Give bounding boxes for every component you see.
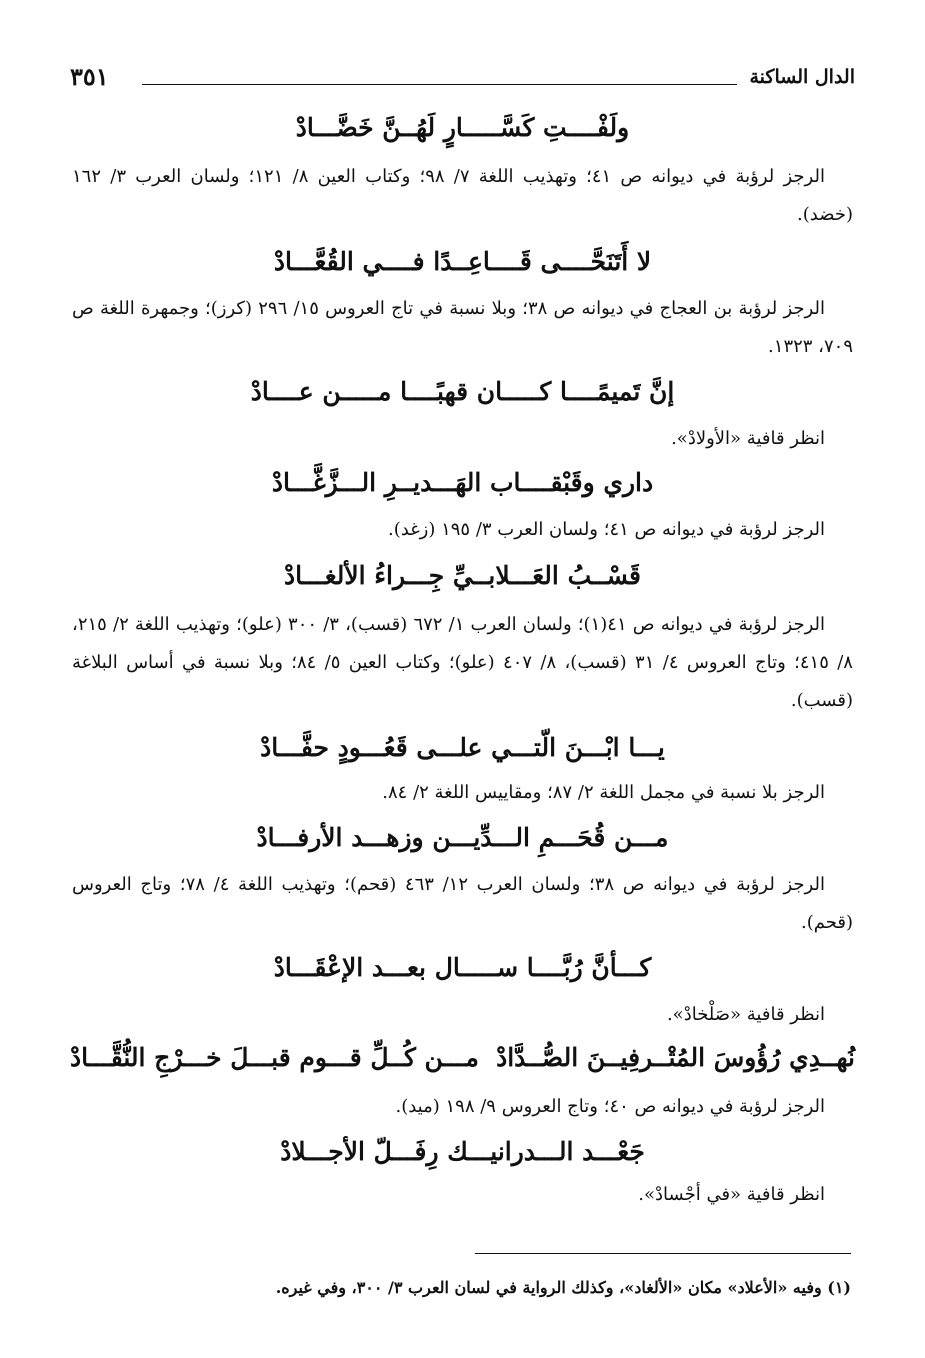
citation-4: الرجز لرؤبة في ديوانه ص ٤١؛ ولسان العرب ٣/ ١٩٥ (زغد). — [388, 519, 825, 540]
verse-4: داري وقَبْقــــاب الهَـــديــرِ الـــزَّغَّـــادْ — [271, 468, 654, 497]
verse-8: كـــأنَّ رُبَّــــا ســـــال بعـــد الإعْقَـــادْ — [273, 953, 652, 982]
verse-9-second-half: مـــن كُــلِّ قـــوم قبـــلَ خـــرْجِ النُّقَّـــادْ — [70, 1043, 479, 1072]
citation-7: الرجز لرؤبة في ديوانه ص ٣٨؛ ولسان العرب ١٢/ ٤٦٣ (قحم)؛ وتهذيب اللغة ٤/ ٧٨؛ وتاج العروس (قحم). — [72, 874, 853, 933]
citation-3: انظر قافية «الأولادْ». — [671, 428, 825, 449]
verse-9-first-half: نُهــدِي رُؤُوسَ المُتْــرفِيــنَ الصُّــدَّادْ — [496, 1043, 855, 1072]
page-number: ٣٥١ — [70, 62, 109, 91]
verse-2: لا أَتَنَحَّــــى قَــــاعِــدًا فــــي القُعَّـــادْ — [273, 247, 652, 276]
citation-2: الرجز لرؤبة بن العجاج في ديوانه ص ٣٨؛ وبلا نسبة في تاج العروس ١٥/ ٢٩٦ (كرز)؛ وجمهرة اللغة ص ٧٠٩، ١٣٢٣. — [72, 298, 853, 357]
citation-8: انظر قافية «صَلْخادْ». — [666, 1004, 825, 1025]
citation-10: انظر قافية «في أجْسادْ». — [638, 1184, 825, 1205]
citation-5: الرجز لرؤبة في ديوانه ص ٤١(١)؛ ولسان العرب ١/ ٦٧٢ (قسب)، ٣/ ٣٠٠ (علو)؛ وتهذيب اللغة ٢/ ٢١٥، ٨/ ٤١٥؛ وتاج العروس ٤/ ٣١ (قسب)، ٨/ ٤٠٧ (علو)؛ وكتاب العين ٥/ ٨٤؛ وبلا نسبة في أساس البلاغة (قسب). — [72, 614, 853, 711]
page-header — [70, 62, 855, 98]
citation-9: الرجز لرؤبة في ديوانه ص ٤٠؛ وتاج العروس ٩/ ١٩٨ (ميد). — [395, 1096, 825, 1117]
verse-9 — [70, 1040, 855, 1076]
header-rule — [142, 84, 737, 85]
verse-7: مـــن قُحَـــمِ الـــدِّيـــن وزهـــد الأرفـــادْ — [256, 823, 669, 852]
citation-6: الرجز بلا نسبة في مجمل اللغة ٢/ ٨٧؛ ومقاييس اللغة ٢/ ٨٤. — [382, 782, 825, 803]
citation-1: الرجز لرؤبة في ديوانه ص ٤١؛ وتهذيب اللغة ٧/ ٩٨؛ وكتاب العين ٨/ ١٢١؛ ولسان العرب ٣/ ١٦٢ (خضد). — [72, 166, 853, 225]
verse-10: جَعْـــد الـــدرانيـــك رِفَـــلّ الأجـــلادْ — [280, 1137, 645, 1166]
chapter-title: الدال الساكنة — [749, 66, 855, 88]
verse-1: ولَفْــــتِ كَسَّـــــارٍ لَهُــنَّ خَضَّـــادْ — [295, 113, 630, 142]
verse-6: يـــا ابْـــنَ الّتـــي علـــى قَعُـــودٍ حفَّـــادْ — [260, 733, 665, 762]
verse-5: قَسْــبُ العَـــلابــيِّ جِـــراءُ الألغـــادْ — [283, 561, 642, 590]
verse-3: إنَّ تَميمًــــا كـــــان قهبًــــا مـــــن عــــادْ — [250, 377, 675, 406]
footnote-rule — [475, 1253, 851, 1254]
footnote: (١) وفيه «الأعلاد» مكان «الألغاد»، وكذلك الرواية في لسان العرب ٣/ ٣٠٠، وفي غيره. — [275, 1278, 851, 1297]
